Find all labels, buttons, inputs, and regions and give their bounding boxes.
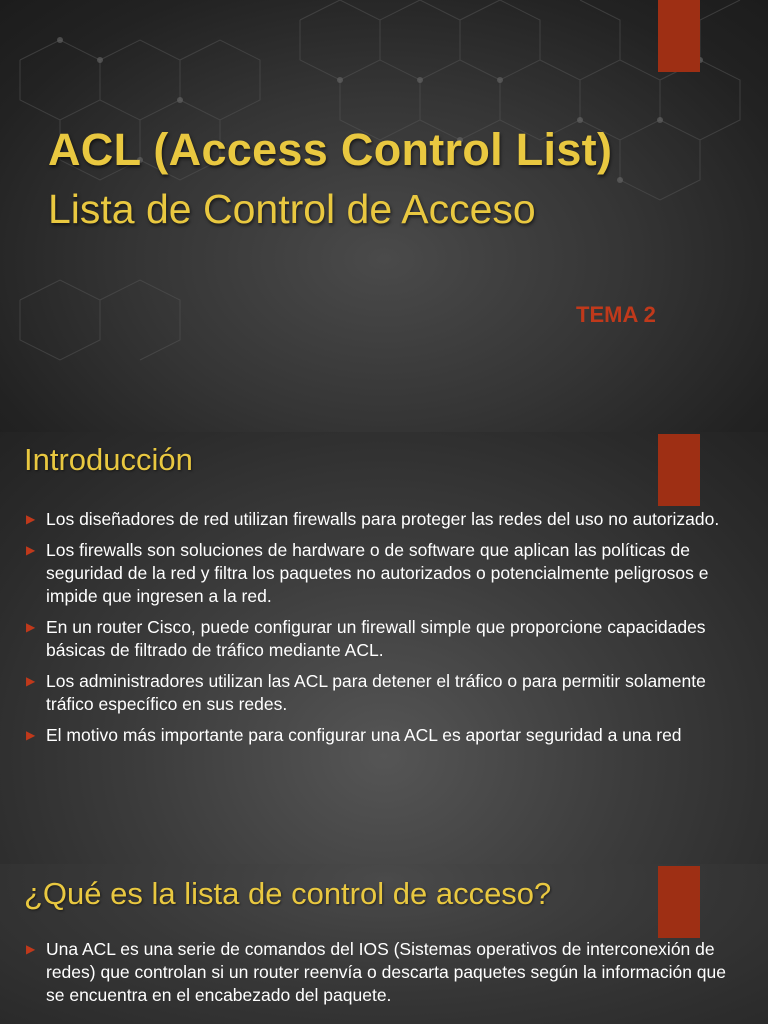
slide-heading: Introducción — [24, 442, 193, 477]
bullet-text: Los diseñadores de red utilizan firewalls para proteger las redes del uso no autorizado. — [46, 509, 720, 529]
bullet-text: En un router Cisco, puede configurar un firewall simple que proporcione capacidades básicas de filtrado de tráfico mediante ACL. — [46, 617, 706, 660]
bullet-item — [24, 616, 744, 662]
slide-subtitle: Lista de Control de Acceso — [48, 186, 536, 232]
triangle-right-icon: ▶ — [26, 543, 36, 557]
bullet-text: Los firewalls son soluciones de hardware o de software que aplican las políticas de seguridad de la red y filtra los paquetes no autorizados o potencialmente peligrosos e impide que ingresen a la red. — [46, 540, 709, 606]
bullet-item — [24, 539, 744, 608]
bullet-text: Los administradores utilizan las ACL para detener el tráfico o para permitir solamente tráfico específico en sus redes. — [46, 671, 706, 714]
topic-tag: TEMA 2 — [576, 302, 656, 327]
bullet-item — [24, 508, 744, 531]
slide-heading: ¿Qué es la lista de control de acceso? — [24, 876, 552, 911]
red-bookmark-tab — [658, 866, 700, 938]
bullet-item — [24, 938, 744, 1007]
bullet-item — [24, 724, 744, 747]
bullet-list — [24, 508, 744, 755]
triangle-right-icon: ▶ — [26, 728, 36, 742]
triangle-right-icon: ▶ — [26, 620, 36, 634]
red-bookmark-tab — [658, 0, 700, 72]
bullet-text: Una ACL es una serie de comandos del IOS (Sistemas operativos de interconexión de redes) que controlan si un router reenvía o descarta paquetes según la información que se encuentra en el encabezado del paquete. — [46, 939, 727, 1005]
title-slide — [0, 0, 768, 432]
bullet-text: El motivo más importante para configurar una ACL es aportar seguridad a una red — [46, 725, 682, 745]
triangle-right-icon: ▶ — [26, 674, 36, 688]
bullet-list — [24, 938, 744, 1015]
intro-slide — [0, 432, 768, 864]
bullet-item — [24, 670, 744, 716]
triangle-right-icon: ▶ — [26, 512, 36, 526]
triangle-right-icon: ▶ — [26, 942, 36, 956]
red-bookmark-tab — [658, 434, 700, 506]
slide-title: ACL (Access Control List) — [48, 124, 613, 175]
definition-slide — [0, 864, 768, 1024]
